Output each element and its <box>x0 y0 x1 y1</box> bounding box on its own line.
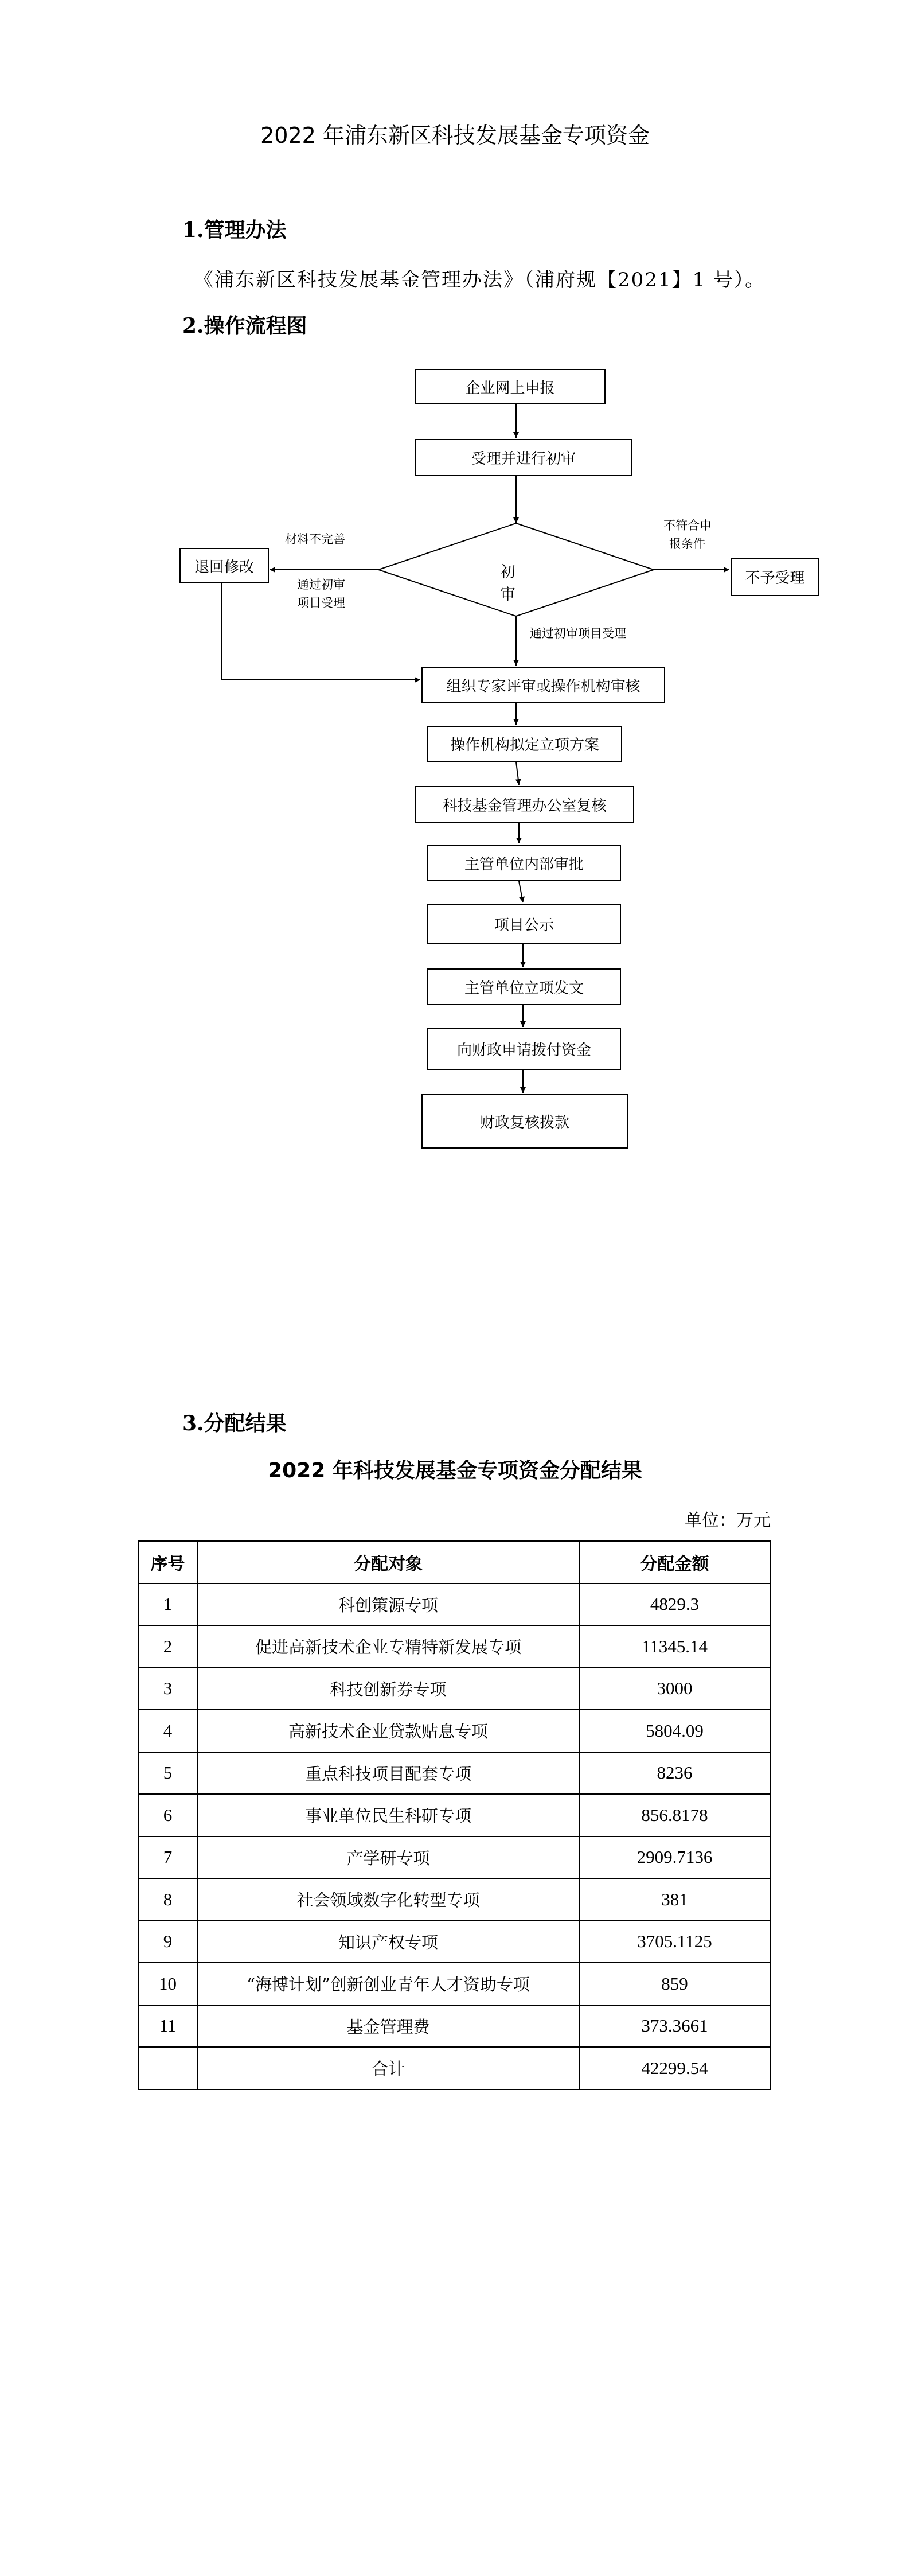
row-index: 2 <box>138 1625 197 1668</box>
row-target: 科技创新券专项 <box>197 1668 579 1710</box>
row-target: 促进高新技术企业专精特新发展专项 <box>197 1625 579 1668</box>
row-amount: 11345.14 <box>579 1625 770 1668</box>
step-fund-office-review: 科技基金管理办公室复核 <box>415 786 634 823</box>
step-online-application: 企业网上申报 <box>415 369 606 404</box>
row-amount: 859 <box>579 1963 770 2005</box>
column-header-amount: 分配金额 <box>579 1541 770 1583</box>
row-amount: 373.3661 <box>579 2005 770 2048</box>
step-reject: 不予受理 <box>731 558 819 596</box>
label-pass-initial-left-1: 通过初审 <box>297 578 345 592</box>
table-row <box>138 1710 770 1752</box>
page-title: 2022 年浦东新区科技发展基金专项资金 <box>260 123 650 148</box>
table-row <box>138 1668 770 1710</box>
row-target: 合计 <box>197 2047 579 2089</box>
step-project-publicity: 项目公示 <box>427 904 621 944</box>
row-target: 重点科技项目配套专项 <box>197 1752 579 1795</box>
row-target: 基金管理费 <box>197 2005 579 2048</box>
row-amount: 5804.09 <box>579 1710 770 1752</box>
row-index: 7 <box>138 1836 197 1879</box>
row-target: 产学研专项 <box>197 1836 579 1879</box>
table-row <box>138 1921 770 1963</box>
row-target: 知识产权专项 <box>197 1921 579 1963</box>
row-amount: 8236 <box>579 1752 770 1795</box>
label-not-meet-1: 不符合申 <box>663 519 712 532</box>
row-index: 4 <box>138 1710 197 1752</box>
row-index: 6 <box>138 1794 197 1836</box>
row-index: 3 <box>138 1668 197 1710</box>
row-amount: 2909.7136 <box>579 1836 770 1879</box>
step-internal-approval: 主管单位内部审批 <box>427 845 621 881</box>
row-index: 5 <box>138 1752 197 1795</box>
table-total-row <box>138 2047 770 2089</box>
flowchart-connectors <box>0 0 910 1205</box>
label-pass-initial-down: 通过初审项目受理 <box>530 627 626 640</box>
row-amount: 381 <box>579 1878 770 1921</box>
label-incomplete-materials: 材料不完善 <box>285 532 345 546</box>
table-row <box>138 1752 770 1795</box>
step-project-approval-document: 主管单位立项发文 <box>427 968 621 1005</box>
unit-label: 单位：万元 <box>685 1511 771 1531</box>
row-index: 10 <box>138 1963 197 2005</box>
row-index: 9 <box>138 1921 197 1963</box>
column-header-target: 分配对象 <box>197 1541 579 1583</box>
label-pass-initial-left-2: 项目受理 <box>297 596 345 610</box>
section-heading-management: 1.管理办法 <box>182 218 287 242</box>
step-draft-project-plan: 操作机构拟定立项方案 <box>427 726 622 762</box>
table-header-row <box>138 1541 770 1583</box>
table-row <box>138 1625 770 1668</box>
row-amount: 42299.54 <box>579 2047 770 2089</box>
step-finance-review-disbursement: 财政复核拨款 <box>421 1094 628 1149</box>
column-header-index: 序号 <box>138 1541 197 1583</box>
row-amount: 856.8178 <box>579 1794 770 1836</box>
table-row <box>138 1836 770 1879</box>
row-index <box>138 2047 197 2089</box>
table-row <box>138 1794 770 1836</box>
row-target: 社会领域数字化转型专项 <box>197 1878 579 1921</box>
row-target: 事业单位民生科研专项 <box>197 1794 579 1836</box>
management-regulation-text: 《浦东新区科技发展基金管理办法》（浦府规【2021】1 号）。 <box>194 269 766 291</box>
table-row <box>138 1878 770 1921</box>
table-row <box>138 2005 770 2048</box>
step-expert-review: 组织专家评审或操作机构审核 <box>421 667 665 703</box>
table-row <box>138 1583 770 1626</box>
row-target: 科创策源专项 <box>197 1583 579 1626</box>
row-target: 高新技术企业贷款贴息专项 <box>197 1710 579 1752</box>
allocation-table-title: 2022 年科技发展基金专项资金分配结果 <box>268 1459 642 1482</box>
label-not-meet-2: 报条件 <box>669 537 705 551</box>
section-heading-flowchart: 2.操作流程图 <box>182 314 307 338</box>
allocation-table <box>138 1540 771 2090</box>
row-amount: 3705.1125 <box>579 1921 770 1963</box>
row-target: “海博计划”创新创业青年人才资助专项 <box>197 1963 579 2005</box>
row-amount: 4829.3 <box>579 1583 770 1626</box>
row-index: 11 <box>138 2005 197 2048</box>
table-row <box>138 1963 770 2005</box>
decision-initial-review: 初审 <box>500 563 515 604</box>
row-index: 1 <box>138 1583 197 1626</box>
step-accept-initial-review: 受理并进行初审 <box>415 439 632 476</box>
row-amount: 3000 <box>579 1668 770 1710</box>
step-apply-finance-funding: 向财政申请拨付资金 <box>427 1028 621 1070</box>
step-return-revise: 退回修改 <box>179 548 269 583</box>
section-heading-allocation: 3.分配结果 <box>182 1411 287 1435</box>
row-index: 8 <box>138 1878 197 1921</box>
